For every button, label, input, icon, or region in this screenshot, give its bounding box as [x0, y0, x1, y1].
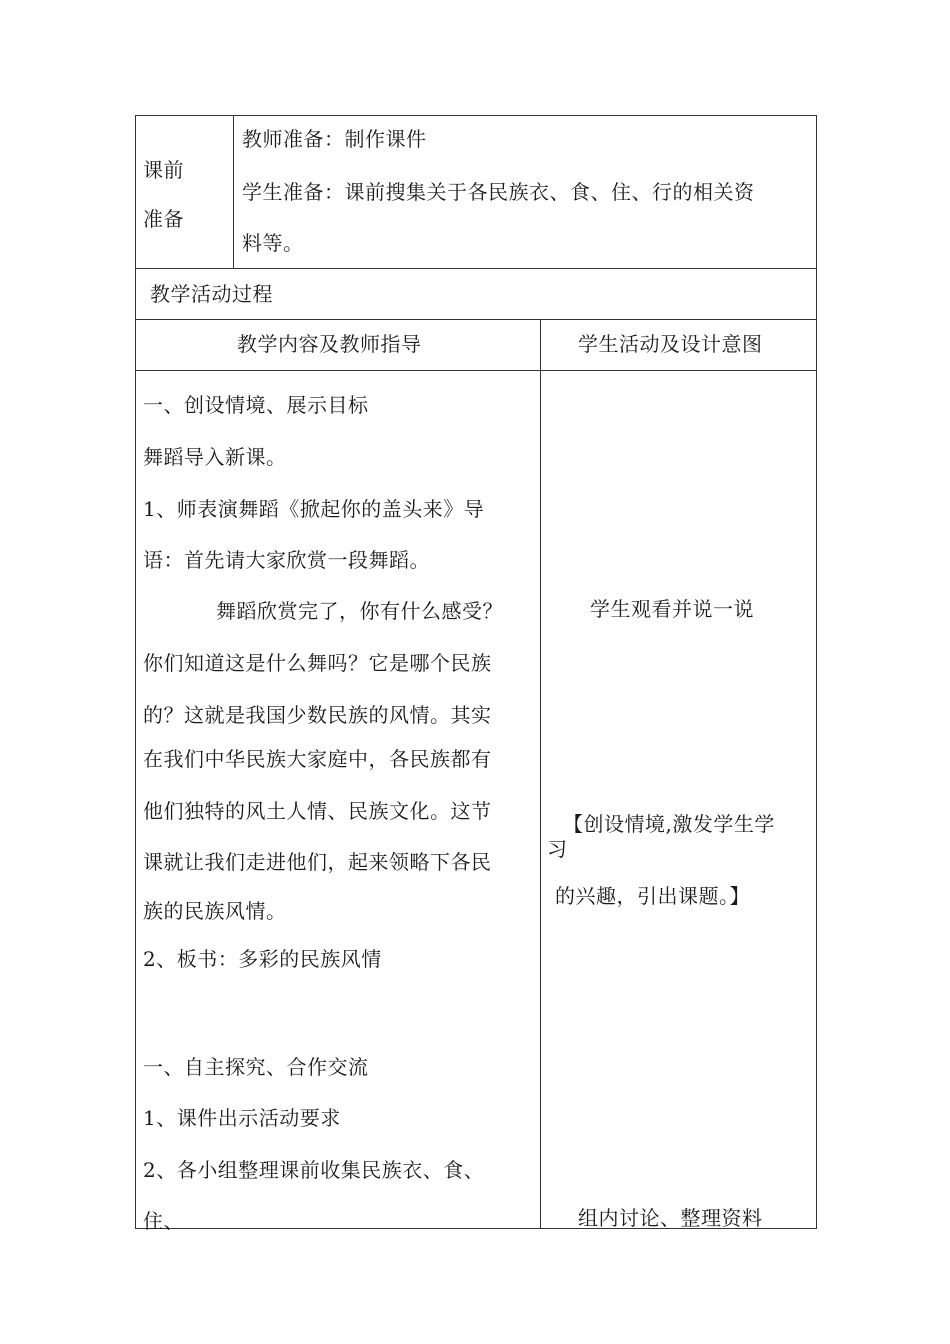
table-border-prep-bottom — [135, 268, 817, 269]
left-line-12: 2、板书：多彩的民族风情 — [143, 947, 382, 971]
left-line-15: 2、各小组整理课前收集民族衣、食、 — [143, 1158, 485, 1182]
left-line-13: 一、自主探究、合作交流 — [143, 1055, 369, 1079]
column-header-right: 学生活动及设计意图 — [578, 332, 763, 356]
student-prep-line2: 料等。 — [242, 231, 304, 255]
left-line-3: 1、师表演舞蹈《掀起你的盖头来》导 — [143, 497, 485, 521]
student-prep-line1: 学生准备：课前搜集关于各民族衣、食、住、行的相关资 — [242, 180, 755, 204]
left-line-11: 族的民族风情。 — [143, 899, 287, 923]
column-header-left: 教学内容及教师指导 — [237, 332, 422, 356]
teacher-prep: 教师准备：制作课件 — [242, 127, 427, 151]
left-line-8: 在我们中华民族大家庭中，各民族都有 — [143, 747, 492, 771]
left-line-4: 语：首先请大家欣赏一段舞蹈。 — [143, 548, 430, 572]
left-line-14: 1、课件出示活动要求 — [143, 1106, 341, 1130]
left-line-6: 你们知道这是什么舞吗？它是哪个民族 — [143, 651, 492, 675]
table-border-header-bottom — [135, 370, 817, 371]
right-line-5: 组内讨论、整理资料 — [578, 1206, 763, 1230]
prep-label-divider — [233, 115, 234, 269]
left-line-9: 他们独特的风土人情、民族文化。这节 — [143, 799, 492, 823]
table-border-right — [816, 115, 817, 1229]
right-line-3: 习 — [547, 837, 568, 861]
prep-label-line2: 准备 — [143, 207, 184, 231]
left-line-10: 课就让我们走进他们，起来领略下各民 — [143, 850, 492, 874]
table-border-left — [135, 115, 136, 1229]
left-line-5: 舞蹈欣赏完了，你有什么感受？ — [216, 599, 503, 623]
left-line-2: 舞蹈导入新课。 — [143, 445, 287, 469]
right-line-4: 的兴趣，引出课题。】 — [555, 884, 750, 908]
table-border-top — [135, 115, 817, 116]
table-border-process-bottom — [135, 319, 817, 320]
column-divider — [540, 319, 541, 1229]
right-line-1: 学生观看并说一说 — [590, 597, 754, 621]
left-line-1: 一、创设情境、展示目标 — [143, 393, 369, 417]
process-header: 教学活动过程 — [150, 282, 273, 306]
left-line-16: 住、 — [143, 1209, 184, 1233]
prep-label-line1: 课前 — [143, 158, 184, 182]
right-line-2: 【创设情境,激发学生学 — [563, 812, 775, 836]
left-line-7: 的？这就是我国少数民族的风情。其实 — [143, 703, 492, 727]
